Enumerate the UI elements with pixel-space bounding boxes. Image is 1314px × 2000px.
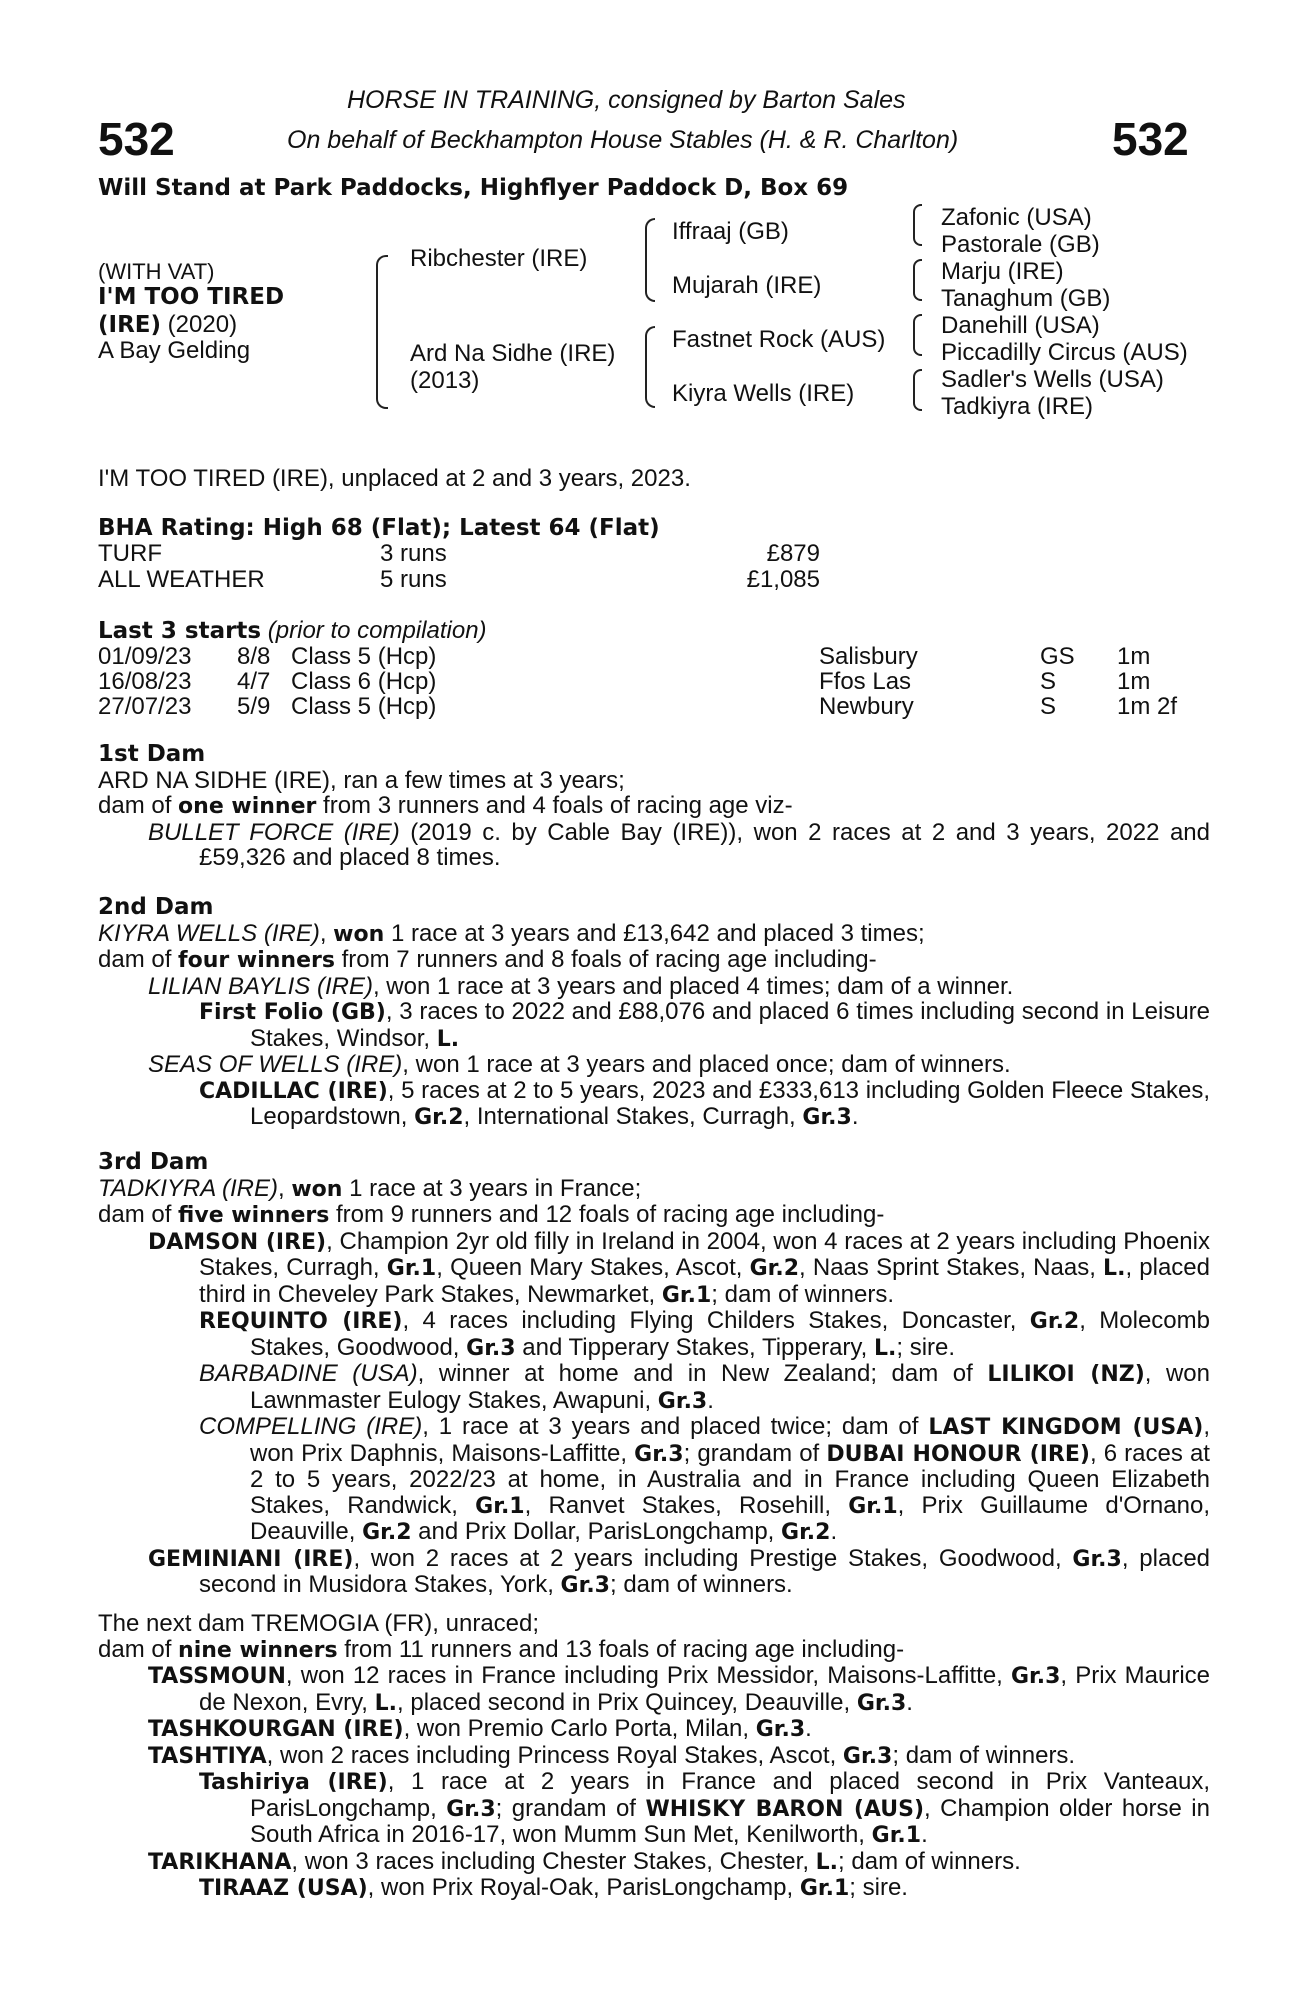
next-dam-line1: The next dam TREMOGIA (FR), unraced; <box>98 1610 540 1637</box>
third-dam-section <box>98 1150 1210 1599</box>
third-dam-grand-offspring: BARBADINE (USA), winner at home and in New Zealand; dam of LILIKOI (NZ), won Lawnmaster Eulogy Stakes, Awapuni, Gr.3. <box>199 1360 1210 1414</box>
second-dam-section <box>98 895 1210 1131</box>
first-dam-section <box>98 742 1210 871</box>
rating-turf-runs: 3 runs <box>380 540 447 567</box>
start-date: 16/08/23 <box>98 668 192 695</box>
pedigree-ddd: Tadkiyra (IRE) <box>941 393 1094 420</box>
start-course: Newbury <box>819 693 914 720</box>
pedigree-sdd: Tanaghum (GB) <box>941 285 1111 312</box>
horse-name: I'M TOO TIRED <box>98 284 285 310</box>
location-line: Will Stand at Park Paddocks, Highflyer Paddock D, Box 69 <box>98 175 849 201</box>
horse-year: (2020) <box>161 311 238 338</box>
pedigree-sds: Marju (IRE) <box>941 258 1064 285</box>
start-course: Ffos Las <box>819 668 912 695</box>
rating-aw-prize: £1,085 <box>746 566 820 593</box>
sire-dam-brace <box>376 255 388 409</box>
next-dam-offspring: TASHTIYA, won 2 races including Princess Royal Stakes, Ascot, Gr.3; dam of winners. <box>148 1741 1076 1769</box>
start-going: GS <box>1040 643 1075 670</box>
rating-turf-prize: £879 <box>766 540 820 567</box>
third-dam-grand-offspring: REQUINTO (IRE), 4 races including Flying Childers Stakes, Doncaster, Gr.2, Molecomb Stakes, Goodwood, Gr.3 and Tipperary Stakes, Tipperary, L.; sire. <box>199 1307 1210 1361</box>
horse-description: A Bay Gelding <box>98 337 251 364</box>
start-date: 27/07/23 <box>98 693 192 720</box>
pedigree-dam: Ard Na Sidhe (IRE) <box>410 340 616 367</box>
pedigree-dam-dam: Kiyra Wells (IRE) <box>672 380 855 407</box>
start-going: S <box>1040 693 1057 720</box>
start-pos: 8/8 <box>237 643 271 670</box>
second-dam-grand-offspring: CADILLAC (IRE), 5 races at 2 to 5 years, 2023 and £333,613 including Golden Fleece Stakes, Leopardstown, Gr.2, International Stakes, Curragh, Gr.3. <box>199 1076 1210 1130</box>
third-dam-line2: dam of five winners from 9 runners and 12 foals of racing age including- <box>98 1201 885 1228</box>
start-class: Class 6 (Hcp) <box>291 668 437 695</box>
second-dam-line1: KIYRA WELLS (IRE), won 1 race at 3 years and £13,642 and placed 3 times; <box>98 919 925 947</box>
third-dam-line1: TADKIYRA (IRE), won 1 race at 3 years in France; <box>98 1174 642 1202</box>
pedigree-dss: Danehill (USA) <box>941 312 1100 339</box>
start-pos: 4/7 <box>237 668 271 695</box>
second-dam-heading: 2nd Dam <box>98 894 214 920</box>
starts-note: (prior to compilation) <box>261 617 487 644</box>
vat-note: (WITH VAT) <box>98 259 215 284</box>
pedigree-sire: Ribchester (IRE) <box>410 245 588 272</box>
start-going: S <box>1040 668 1057 695</box>
lot-number-right: 532 <box>1112 113 1189 165</box>
second-dam-offspring: LILIAN BAYLIS (IRE), won 1 race at 3 years and placed 4 times; dam of a winner. <box>148 972 1014 1000</box>
rating-title: BHA Rating: High 68 (Flat); Latest 64 (Flat) <box>98 515 660 541</box>
next-dam-grand-offspring: Tashiriya (IRE), 1 race at 2 years in France and placed second in Prix Vanteaux, ParisLongchamp, Gr.3; grandam of WHISKY BARON (AUS), Champion older horse in South Africa in 2016-17, won Mumm Sun Met, Kenilworth, Gr.1. <box>199 1768 1211 1848</box>
second-dam-offspring: SEAS OF WELLS (IRE), won 1 race at 3 years and placed once; dam of winners. <box>148 1051 1011 1078</box>
g3-brace-2 <box>913 259 922 301</box>
rating-aw-surface: ALL WEATHER <box>98 566 265 593</box>
lot-number-left: 532 <box>98 113 175 165</box>
next-dam-grand-offspring: TIRAAZ (USA), won Prix Royal-Oak, ParisLongchamp, Gr.1; sire. <box>199 1874 908 1901</box>
third-dam-offspring: GEMINIANI (IRE), won 2 races at 2 years including Prestige Stakes, Goodwood, Gr.3, placed second in Musidora Stakes, York, Gr.3; dam of winners. <box>148 1544 1211 1598</box>
horse-suffix-year <box>98 311 237 339</box>
starts-title: Last 3 starts <box>98 618 262 644</box>
sire-line-brace <box>645 218 655 302</box>
start-class: Class 5 (Hcp) <box>291 693 437 720</box>
start-pos: 5/9 <box>237 693 271 720</box>
pedigree-sire-dam: Mujarah (IRE) <box>672 272 822 299</box>
start-date: 01/09/23 <box>98 643 192 670</box>
pedigree-dam-year: (2013) <box>410 367 480 394</box>
first-dam-offspring: BULLET FORCE (IRE) (2019 c. by Cable Bay (IRE)), won 2 races at 2 and 3 years, 2022 and £59,326 and placed 8 times. <box>148 818 1211 871</box>
next-dam-section <box>98 1611 1210 1902</box>
pedigree-sire-sire: Iffraaj (GB) <box>672 218 789 245</box>
pedigree-sss: Zafonic (USA) <box>941 204 1092 231</box>
g3-brace-3 <box>913 314 922 356</box>
third-dam-grand-offspring: COMPELLING (IRE), 1 race at 3 years and placed twice; dam of LAST KINGDOM (USA), won Prix Daphnis, Maisons-Laffitte, Gr.3; grandam of DUBAI HONOUR (IRE), 6 races at 2 to 5 years, 2022/23 at home, in Australia and in France including Queen Elizabeth Stakes, Randwick, Gr.1, Ranvet Stakes, Rosehill, Gr.1, Prix Guillaume d'Ornano, Deauville, Gr.2 and Prix Dollar, ParisLongchamp, Gr.2. <box>199 1413 1211 1545</box>
consignor-line: HORSE IN TRAINING, consigned by Barton Sales <box>347 86 906 114</box>
start-dist: 1m 2f <box>1117 693 1178 720</box>
first-dam-line1: ARD NA SIDHE (IRE), ran a few times at 3 years; <box>98 766 625 794</box>
start-course: Salisbury <box>819 643 918 670</box>
g3-brace-4 <box>913 369 922 411</box>
rating-turf-surface: TURF <box>98 540 162 567</box>
pedigree-ssd: Pastorale (GB) <box>941 231 1100 258</box>
vendor-line: On behalf of Beckhampton House Stables (H. & R. Charlton) <box>287 126 959 154</box>
pedigree-dsd: Piccadilly Circus (AUS) <box>941 339 1188 366</box>
start-class: Class 5 (Hcp) <box>291 643 437 670</box>
dam-line-brace <box>645 326 655 408</box>
next-dam-offspring: TASHKOURGAN (IRE), won Premio Carlo Porta, Milan, Gr.3. <box>148 1715 812 1742</box>
start-dist: 1m <box>1117 643 1151 670</box>
starts-heading <box>98 617 487 645</box>
second-dam-line2: dam of four winners from 7 runners and 8 foals of racing age including- <box>98 946 877 973</box>
pedigree-dds: Sadler's Wells (USA) <box>941 366 1164 393</box>
next-dam-line2: dam of nine winners from 11 runners and 13 foals of racing age including- <box>98 1635 905 1663</box>
next-dam-offspring: TASSMOUN, won 12 races in France including Prix Messidor, Maisons-Laffitte, Gr.3, Prix Maurice de Nexon, Evry, L., placed second in Prix Quincey, Deauville, Gr.3. <box>148 1662 1211 1716</box>
next-dam-offspring: TARIKHANA, won 3 races including Chester Stakes, Chester, L.; dam of winners. <box>148 1847 1021 1875</box>
rating-aw-runs: 5 runs <box>380 566 447 593</box>
pedigree-dam-sire: Fastnet Rock (AUS) <box>672 326 886 353</box>
race-summary: I'M TOO TIRED (IRE), unplaced at 2 and 3 years, 2023. <box>98 465 691 492</box>
third-dam-heading: 3rd Dam <box>98 1149 209 1175</box>
third-dam-offspring: DAMSON (IRE), Champion 2yr old filly in Ireland in 2004, won 4 races at 2 years including Phoenix Stakes, Curragh, Gr.1, Queen Mary Stakes, Ascot, Gr.2, Naas Sprint Stakes, Naas, L., placed third in Cheveley Park Stakes, Newmarket, Gr.1; dam of winners. <box>148 1227 1211 1308</box>
first-dam-line2: dam of one winner from 3 runners and 4 foals of racing age viz- <box>98 792 793 819</box>
g3-brace-1 <box>913 204 922 246</box>
second-dam-grand-offspring: First Folio (GB), 3 races to 2022 and £88,076 and placed 6 times including second in Leisure Stakes, Windsor, L. <box>199 998 1211 1052</box>
horse-country: (IRE) <box>98 312 162 338</box>
start-dist: 1m <box>1117 668 1151 695</box>
first-dam-heading: 1st Dam <box>98 741 206 767</box>
